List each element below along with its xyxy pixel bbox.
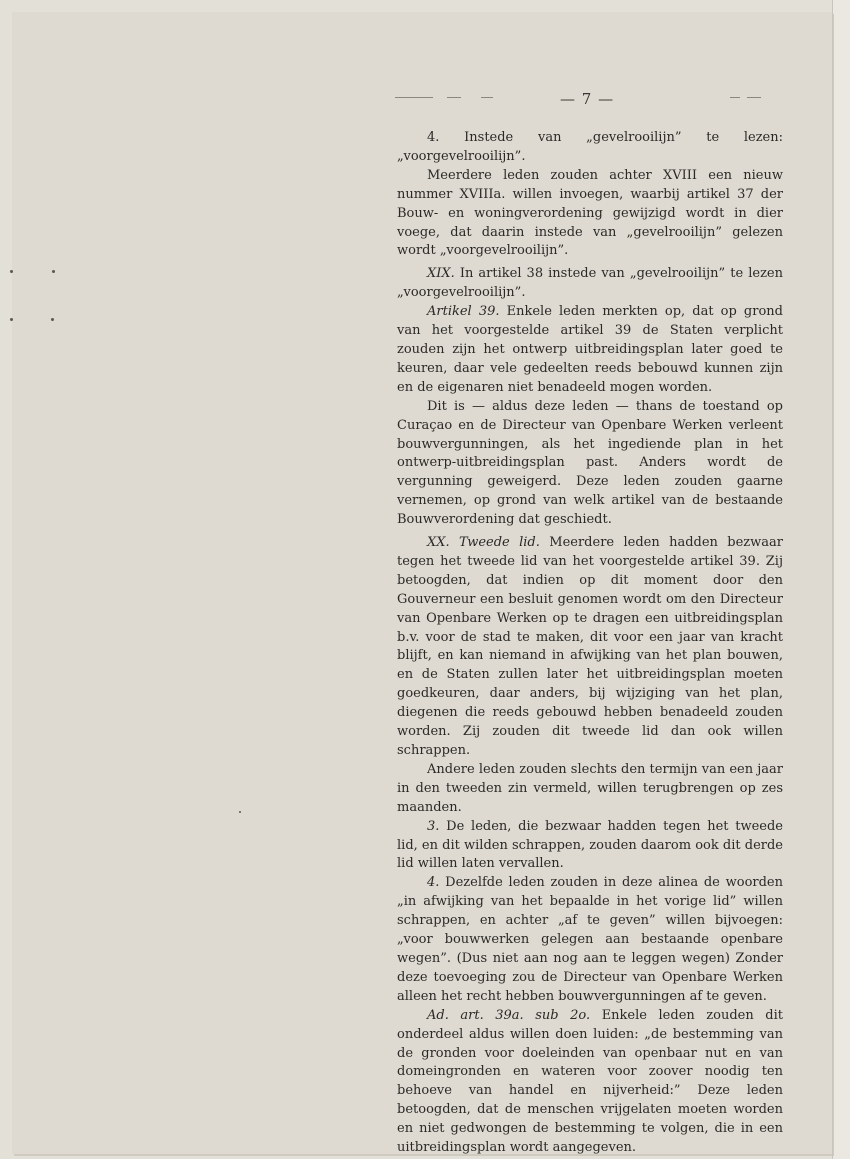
paragraph <box>397 129 783 167</box>
scan-speck <box>51 318 54 321</box>
paragraph-text: Enkele leden merkten op, dat op grond van het voorgestelde artikel 39 de Staten verplicht zouden zijn het ontwerp uitbreidingsplan later goed te keuren, daar vele gedeelten reeds bebouwd kunnen zijn en de eigenaren niet benadeeld mogen worden. <box>397 304 783 395</box>
paragraph-text: Enkele leden zouden dit onderdeel aldus willen doen luiden: „de bestemming van de gronden voor doeleinden van openbaar nut en van domeingronden en wateren voor zoover noodig ten behoeve van handel en nijverheid:” Deze leden betoogden, dat de menschen vrijgelaten moeten worden en niet gedwongen de bestemming te volgen, die in een uitbreidingsplan wordt aangegeven. <box>397 1007 783 1156</box>
paragraph-text: Dit is — aldus deze leden — thans de toestand op Curaçao en de Directeur van Openbare Werken verleent bouwvergunningen, als het ingediende plan in het ontwerp-uitbreidingsplan past. Anders wordt de vergunning geweigerd. Deze leden zouden gaarne vernemen, op grond van welk artikel van de bestaande Bouwverordening dat geschiedt. <box>397 398 783 528</box>
page-number: — 7 — <box>560 90 615 108</box>
item-number: 4. <box>427 130 440 145</box>
paragraph <box>397 534 783 761</box>
paragraph-text: In artikel 38 instede van „gevelrooilijn” te lezen „voorgevelrooilijn”. <box>397 266 783 301</box>
scan-speck <box>52 270 55 273</box>
paragraph <box>397 265 783 303</box>
paragraph <box>397 1007 783 1158</box>
paragraph-text: De leden, die bezwaar hadden tegen het tweede lid, en dit wilden schrappen, zouden daarom ook dit derde lid willen laten vervallen. <box>397 818 783 872</box>
paragraph-text: Andere leden zouden slechts den termijn van een jaar in den tweeden zin vermeld, willen terugbrengen op zes maanden. <box>397 761 783 815</box>
item-number: 3. <box>427 818 440 834</box>
paragraph-text: Meerdere leden hadden bezwaar tegen het tweede lid van het voorgestelde artikel 39. Zij betoogden, dat indien op dit moment door den Gouverneur een besluit genomen wordt om den Directeur van Openbare Werken op te dragen een uitbreidingsplan b.v. voor de stad te maken, dit voor een jaar van kracht blijft, en kan niemand in afwijking van het plan bouwen, en de Staten zullen later het uitbreidingsplan moeten goedkeuren, daar anders, bij wijziging van het plan, diegenen die reeds gebouwd hebben benadeeld zouden worden. Zij zouden dit tweede lid dan ook willen schrappen. <box>397 535 783 758</box>
scan-speck <box>10 318 13 321</box>
paragraph <box>397 398 783 530</box>
paragraph-text: Dezelfde leden zouden in deze alinea de woorden „in afwijking van het bepaalde in het vorige lid” willen schrappen, en achter „af te geven” willen bijvoegen: „voor bouwwerken gelegen aan bestaande openbare wegen”. (Dus niet aan nog aan te leggen wegen) Zonder deze toevoeging zou de Directeur van Openbare Werken alleen het recht hebben bouwvergunningen af te geven. <box>397 875 783 1004</box>
item-number: 4. <box>427 875 440 891</box>
paragraph <box>397 761 783 818</box>
page-edge <box>832 0 833 1159</box>
paragraph-text: Meerdere leden zouden achter XVIII een nieuw nummer XVIIIa. willen invoegen, waarbij artikel 37 der Bouw- en woningverordening gewijzigd wordt in dier voege, dat daarin instede van „gevelrooilijn” gelezen wordt „voorgevelrooilijn”. <box>397 167 783 259</box>
section-heading: Ad. art. 39a. sub 2o. <box>427 1007 591 1023</box>
scan-background-strip <box>832 0 850 1159</box>
section-heading: XX. Tweede lid. <box>427 535 540 551</box>
paragraph <box>397 303 783 398</box>
scan-speck <box>10 270 13 273</box>
paragraph-text: Instede van „gevelrooilijn” te lezen: „voorgevelrooilijn”. <box>397 130 783 164</box>
paragraph <box>397 818 783 875</box>
paragraph <box>397 874 783 1006</box>
document-body <box>397 129 783 1158</box>
section-heading: XIX. <box>427 266 455 282</box>
scan-speck <box>239 811 241 813</box>
section-heading: Artikel 39. <box>427 304 500 320</box>
paragraph <box>397 167 783 262</box>
